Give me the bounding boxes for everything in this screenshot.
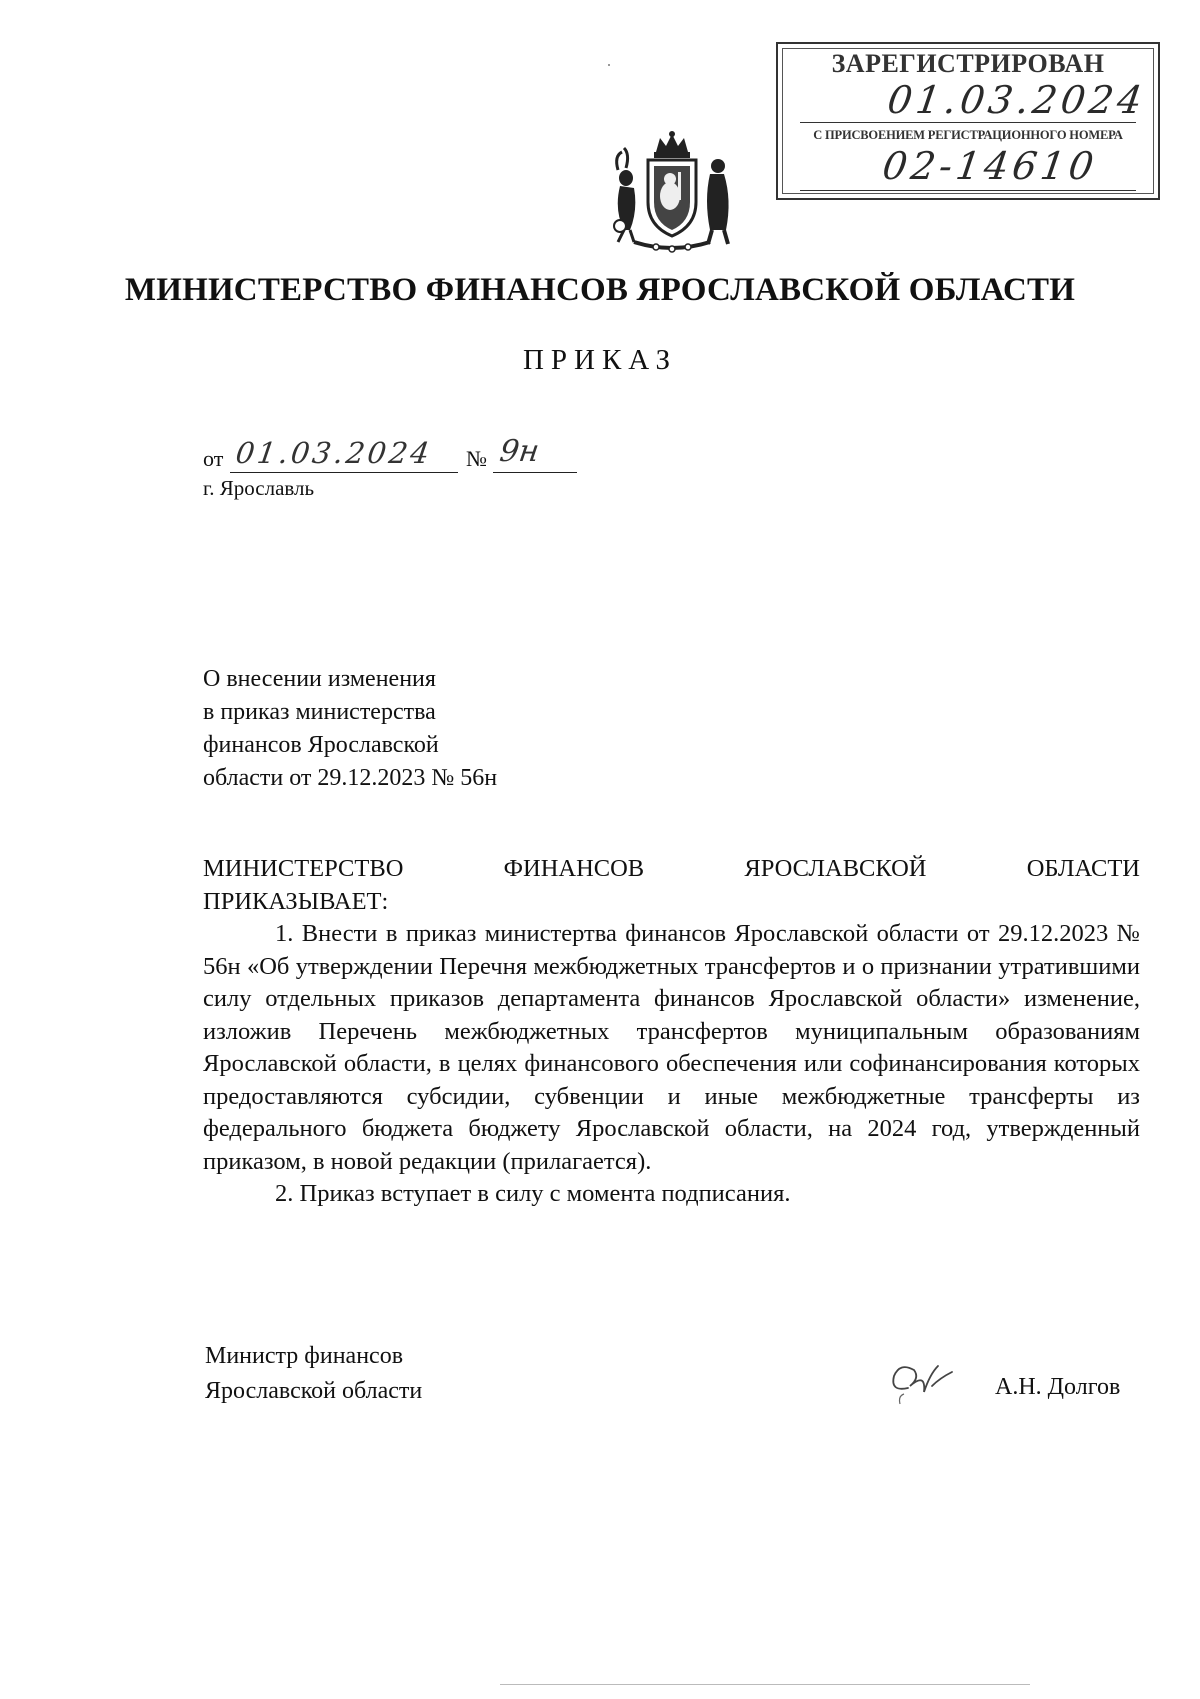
date-underline — [230, 472, 458, 473]
city: г. Ярославль — [203, 476, 315, 500]
handwritten-signature — [880, 1352, 960, 1414]
registration-stamp — [776, 42, 1160, 200]
signer-position — [205, 1339, 422, 1409]
clause-2: 2. Приказ вступает в силу с момента подписания. — [275, 1180, 791, 1207]
signer-position-line: Министр финансов — [205, 1343, 404, 1369]
lead-end: ПРИКАЗЫВАЕТ: — [203, 887, 389, 915]
stamp-divider — [800, 122, 1136, 123]
order-number: 9н — [497, 434, 542, 469]
scan-speck — [608, 64, 610, 66]
clause-1: 1. Внести в приказ министертва финансов Ярославской области от 29.12.2023 № 56н «Об утверждении Перечня межбюджетных трансфертов и о признании утратившими силу отдельных приказов департамента финансов Ярославской области» изменение, изложив Перечень межбюджетных трансфертов муниципальным образованиям Ярославской области, в целях финансового обеспечения или софинансирования которых предоставляются субсидии, субвенции и иные межбюджетные трансферты из федерального бюджета бюджету Ярославской области, на 2024 год, утвержденный приказом, в новой редакции (прилагается). — [203, 920, 1140, 1175]
lead-word: ФИНАНСОВ — [503, 855, 645, 882]
subject-line: финансов Ярославской — [203, 732, 439, 758]
subject-line: в приказ министерства — [203, 699, 436, 725]
order-date: 01.03.2024 — [233, 436, 435, 470]
lead-word: ОБЛАСТИ — [1026, 855, 1140, 882]
number-label: № — [466, 446, 487, 471]
stamp-registration-number: 02-14610 — [879, 144, 1101, 188]
signer-name: А.Н. Долгов — [995, 1374, 1121, 1400]
signer-position-line: Ярославской области — [205, 1378, 423, 1404]
lead-word: МИНИСТЕРСТВО — [203, 855, 404, 882]
subject-line: области от 29.12.2023 № 56н — [203, 765, 498, 791]
lead-line — [203, 853, 1140, 886]
yaroslavl-coat-of-arms-icon — [604, 130, 740, 255]
document-type: ПРИКАЗ — [522, 344, 678, 376]
order-subject — [203, 663, 583, 795]
order-body — [203, 853, 1140, 1211]
stamp-divider — [800, 190, 1136, 191]
subject-line: О внесении изменения — [203, 666, 436, 692]
scan-edge-line — [500, 1684, 1030, 1685]
stamp-subtitle: С ПРИСВОЕНИЕМ РЕГИСТРАЦИОННОГО НОМЕРА — [813, 128, 1123, 142]
stamp-date: 01.03.2024 — [884, 78, 1149, 122]
ministry-title: МИНИСТЕРСТВО ФИНАНСОВ ЯРОСЛАВСКОЙ ОБЛАСТИ — [124, 272, 1076, 308]
lead-word: ЯРОСЛАВСКОЙ — [744, 855, 927, 882]
from-label: от — [203, 446, 224, 471]
stamp-title: ЗАРЕГИСТРИРОВАН — [831, 49, 1105, 78]
number-underline — [493, 472, 577, 473]
